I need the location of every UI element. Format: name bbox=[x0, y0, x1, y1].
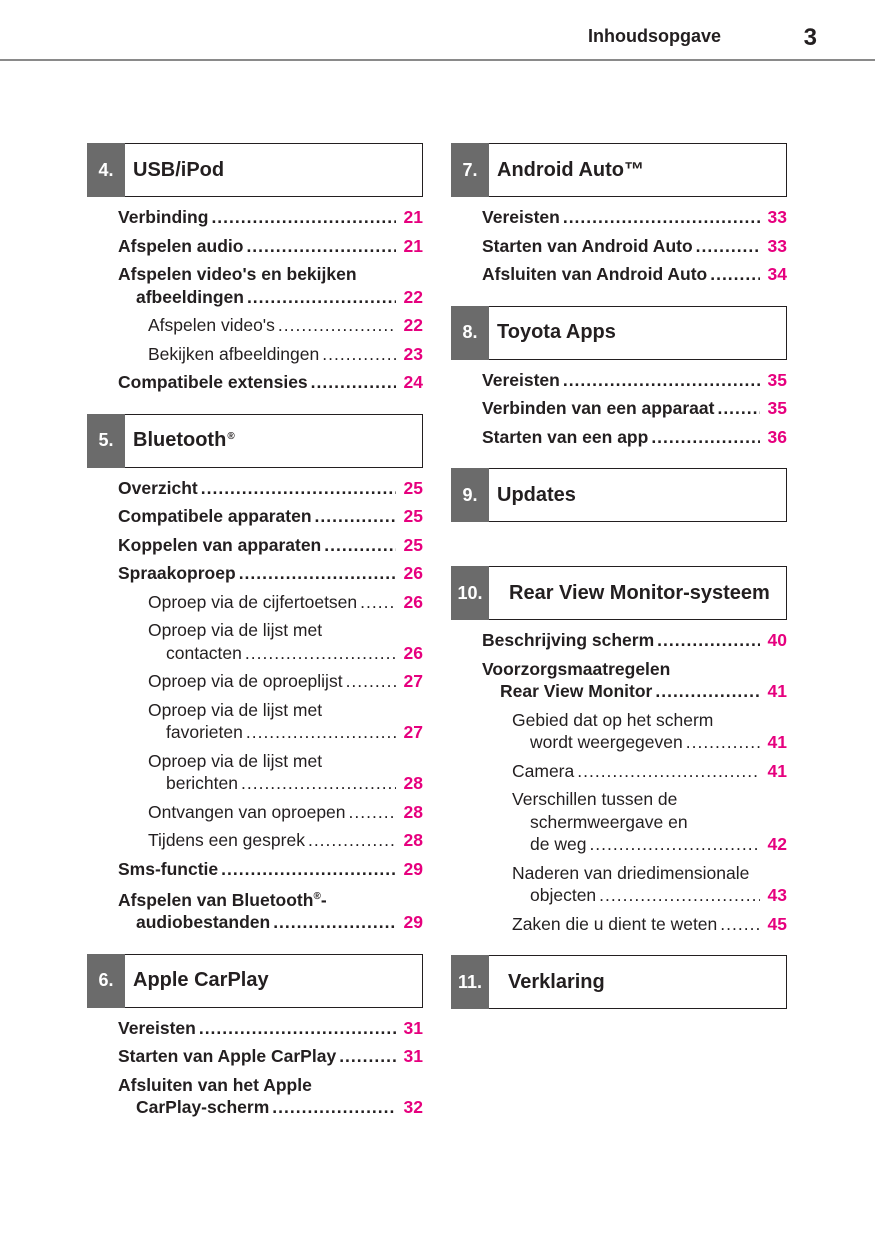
section-11-header[interactable] bbox=[451, 955, 787, 1009]
page-ref: 22 bbox=[403, 286, 423, 307]
page-ref: 43 bbox=[767, 885, 787, 905]
page-ref: 26 bbox=[403, 591, 423, 612]
page-ref: 33 bbox=[767, 207, 787, 227]
toc-entry[interactable]: Sms-functie ..... 29 bbox=[118, 858, 423, 881]
toc-subentry[interactable]: Oproep via de lijst met favorieten ..... 27 bbox=[118, 699, 423, 744]
section-8-header[interactable] bbox=[451, 306, 787, 360]
section-6-header[interactable] bbox=[87, 954, 423, 1008]
section-number: 10. bbox=[451, 566, 489, 620]
section-title: Rear View Monitor-systeem bbox=[509, 581, 770, 604]
section-5-header[interactable] bbox=[87, 414, 423, 468]
toc-entry[interactable]: Afspelen video's en bekijken afbeeldingen ..... 22 bbox=[118, 263, 423, 308]
page-ref: 28 bbox=[403, 801, 423, 822]
page-ref: 34 bbox=[767, 264, 787, 284]
toc-subentry[interactable]: Oproep via de oproeplijst ..... 27 bbox=[118, 670, 423, 693]
section-6-entries bbox=[87, 1008, 423, 1119]
page-ref: 32 bbox=[403, 1097, 423, 1118]
page-ref: 41 bbox=[767, 760, 787, 781]
toc-subentry[interactable]: Oproep via de cijfertoetsen ..... 26 bbox=[118, 591, 423, 614]
toc-entry[interactable]: Starten van een app ..... 36 bbox=[482, 426, 787, 449]
toc-subentry[interactable]: Oproep via de lijst met berichten ..... 28 bbox=[118, 750, 423, 795]
page-ref: 35 bbox=[767, 369, 787, 390]
section-title: Apple CarPlay bbox=[133, 969, 269, 992]
page-ref: 23 bbox=[403, 343, 423, 364]
toc-subentry[interactable]: Naderen van driedimensionale objecten ..... 43 bbox=[482, 862, 787, 907]
page-ref: 24 bbox=[403, 372, 423, 392]
page-ref: 21 bbox=[403, 207, 423, 227]
section-7-header[interactable] bbox=[451, 143, 787, 197]
section-title: Verklaring bbox=[508, 970, 605, 993]
section-number: 11. bbox=[451, 955, 489, 1009]
section-8-entries bbox=[451, 360, 787, 449]
toc-subentry[interactable]: Zaken die u dient te weten ..... 45 bbox=[482, 913, 787, 936]
page-ref: 31 bbox=[403, 1017, 423, 1038]
toc-subentry[interactable]: Tijdens een gesprek ..... 28 bbox=[118, 829, 423, 852]
toc-entry[interactable]: Beschrijving scherm ..... 40 bbox=[482, 629, 787, 652]
page-ref: 27 bbox=[403, 671, 423, 691]
toc-subentry[interactable]: Gebied dat op het scherm wordt weergegeven ..... 41 bbox=[482, 709, 787, 754]
toc-subentry[interactable]: Verschillen tussen de schermweergave en de weg ..... 42 bbox=[482, 788, 787, 856]
toc-subentry[interactable]: Ontvangen van oproepen ..... 28 bbox=[118, 801, 423, 824]
page-ref: 25 bbox=[403, 477, 423, 498]
page-ref: 29 bbox=[403, 912, 423, 933]
section-9-header[interactable] bbox=[451, 468, 787, 522]
toc-entry[interactable]: Koppelen van apparaten ..... 25 bbox=[118, 534, 423, 557]
toc-subentry[interactable]: Afspelen video's ..... 22 bbox=[118, 314, 423, 337]
toc-subentry[interactable]: Camera ..... 41 bbox=[482, 760, 787, 783]
page-ref: 35 bbox=[767, 398, 787, 418]
page-ref: 26 bbox=[403, 642, 423, 663]
page-ref: 26 bbox=[403, 563, 423, 583]
toc-entry[interactable]: Vereisten ..... 31 bbox=[118, 1017, 423, 1040]
page-ref: 27 bbox=[403, 722, 423, 742]
toc-entry[interactable]: Starten van Apple CarPlay ..... 31 bbox=[118, 1045, 423, 1068]
section-10-header[interactable] bbox=[451, 566, 787, 620]
page-ref: 45 bbox=[767, 913, 787, 934]
header-title: Inhoudsopgave bbox=[587, 26, 721, 46]
page-ref: 28 bbox=[403, 830, 423, 850]
page-ref: 22 bbox=[403, 315, 423, 335]
page-ref: 29 bbox=[403, 858, 423, 879]
header-rule bbox=[0, 59, 875, 61]
toc-entry[interactable]: Verbinding ..... 21 bbox=[118, 206, 423, 229]
page-ref: 36 bbox=[767, 426, 787, 447]
toc-entry[interactable]: Afspelen audio ..... 21 bbox=[118, 235, 423, 258]
section-title: Toyota Apps bbox=[497, 321, 616, 343]
page-ref: 33 bbox=[767, 235, 787, 256]
section-number: 4. bbox=[87, 143, 125, 197]
section-title: USB/iPod bbox=[133, 158, 225, 181]
page-ref: 25 bbox=[403, 534, 423, 555]
toc-column-right bbox=[451, 143, 787, 1009]
toc-entry[interactable]: Afspelen van Bluetooth®- audiobestanden ..... 29 bbox=[118, 886, 423, 934]
toc-entry[interactable]: Spraakoproep ..... 26 bbox=[118, 562, 423, 585]
toc-entry[interactable]: Vereisten ..... 33 bbox=[482, 206, 787, 229]
page-ref: 25 bbox=[403, 506, 423, 526]
section-4-entries bbox=[87, 197, 423, 394]
toc-entry[interactable]: Compatibele apparaten ..... 25 bbox=[118, 505, 423, 528]
page-ref: 31 bbox=[403, 1046, 423, 1067]
page-ref: 42 bbox=[767, 834, 787, 854]
section-number: 8. bbox=[451, 306, 489, 360]
section-7-entries bbox=[451, 197, 787, 286]
section-title: Android Auto™ bbox=[497, 158, 645, 181]
section-number: 5. bbox=[87, 414, 125, 468]
toc-entry[interactable]: Voorzorgsmaatregelen Rear View Monitor ..... 41 bbox=[482, 658, 787, 703]
section-4-header[interactable] bbox=[87, 143, 423, 197]
toc-entry[interactable]: Starten van Android Auto ..... 33 bbox=[482, 235, 787, 258]
toc-column-left bbox=[87, 143, 423, 1125]
page-ref: 21 bbox=[403, 235, 423, 256]
page-ref: 41 bbox=[767, 681, 787, 701]
page-number: 3 bbox=[803, 24, 817, 51]
toc-entry[interactable]: Overzicht ..... 25 bbox=[118, 477, 423, 500]
toc-entry[interactable]: Verbinden van een apparaat ..... 35 bbox=[482, 397, 787, 420]
page-ref: 28 bbox=[403, 773, 423, 793]
toc-entry[interactable]: Compatibele extensies ..... 24 bbox=[118, 371, 423, 394]
section-10-entries bbox=[451, 620, 787, 935]
section-number: 9. bbox=[451, 468, 489, 522]
section-number: 7. bbox=[451, 143, 489, 197]
section-5-entries bbox=[87, 468, 423, 934]
toc-entry[interactable]: Afsluiten van het Apple CarPlay-scherm ..... 32 bbox=[118, 1074, 423, 1119]
toc-subentry[interactable]: Bekijken afbeeldingen ..... 23 bbox=[118, 343, 423, 366]
page-ref: 41 bbox=[767, 732, 787, 752]
section-number: 6. bbox=[87, 954, 125, 1008]
toc-entry[interactable]: Afsluiten van Android Auto ..... 34 bbox=[482, 263, 787, 286]
section-title: Bluetooth ® bbox=[133, 429, 235, 451]
page-ref: 40 bbox=[767, 630, 787, 650]
toc-subentry[interactable]: Oproep via de lijst met contacten ..... 26 bbox=[118, 619, 423, 664]
section-title: Updates bbox=[497, 483, 576, 506]
toc-entry[interactable]: Vereisten ..... 35 bbox=[482, 369, 787, 392]
